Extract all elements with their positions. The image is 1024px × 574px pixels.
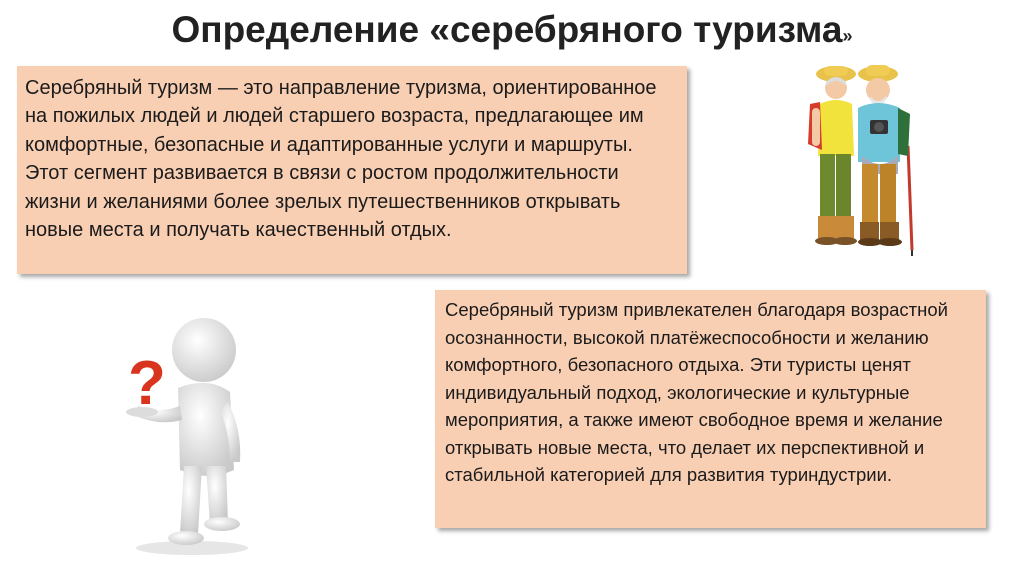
definition-box xyxy=(17,66,687,274)
slide-title xyxy=(0,8,1024,58)
definition-text: Серебряный туризм — это направление туризма, ориентированное на пожилых людей и людей старшего возраста, предлагающее им комфортные, безопасные и адаптированные услуги и маршруты. Этот сегмент развивается в связи с ростом продолжительности жизни и желаниями более зрелых путешественников открывать новые места и получать качественный отдых. xyxy=(25,77,657,242)
svg-text:?: ? xyxy=(128,349,166,418)
appeal-text: Серебряный туризм привлекателен благодаря возрастной осознанности, высокой платёжеспособности и желанию комфортного, безопасного отдыха. Эти туристы ценят индивидуальный подход, экологические и культурные мероприятия, а также имеют свободное время и желание открывать новые места, что делает их перспективной и стабильной категорией для развития туриндустрии. xyxy=(445,299,948,485)
slide-title-close-quote: » xyxy=(842,26,853,46)
question-person-icon xyxy=(118,310,258,560)
slide-title-text: Определение «серебряного туризма xyxy=(171,9,843,50)
elderly-couple-icon xyxy=(800,64,925,264)
appeal-box xyxy=(435,290,986,528)
